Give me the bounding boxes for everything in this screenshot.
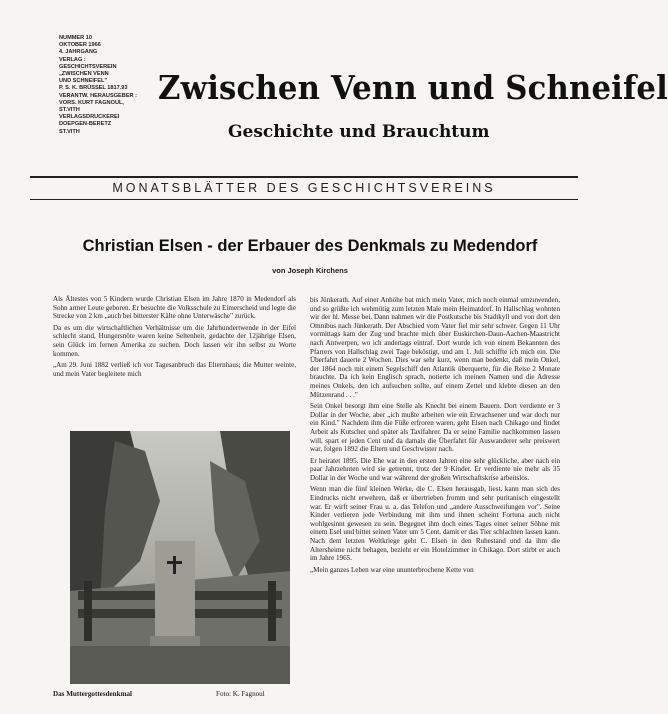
article-column-right: [310, 296, 560, 577]
masthead-meta-line: ST.VITH: [59, 107, 80, 114]
article-column-left: [53, 295, 296, 381]
divider-top: [30, 176, 578, 178]
masthead-meta-line: OKTOBER 1966: [59, 42, 101, 49]
masthead-meta-line: UND SCHNEIFEL": [59, 78, 108, 85]
divider-bottom: [30, 199, 578, 200]
masthead-meta-line: P. S. K. BRÜSSEL 1817.93: [59, 85, 128, 92]
masthead-meta-line: ST.VITH: [59, 128, 80, 135]
section-banner: MONATSBLÄTTER DES GESCHICHTSVEREINS: [112, 181, 496, 195]
masthead-meta-line: NUMMER 10: [59, 35, 92, 41]
paragraph: Als Ältestes von 5 Kindern wurde Christian Elsen im Jahre 1870 in Medendorf als Sohn armer Leute geboren. Er besuchte die Volksschule zu Eimerscheid und legte die Strecke von 2 km „auch bei bitterster Kälte ohne Unterwäsche" zurück.: [53, 295, 296, 321]
paragraph: „Mein ganzes Leben war eine ununterbrochene Kette von: [310, 565, 474, 574]
paragraph: Da es um die wirtschaftlichen Verhältnisse um die Jahrhundertwende in der Eifel schlecht stand, Hungersnöte waren keine Seltenheit, gedachte der 12jährige Elsen, sein Glück im fernen Amerika zu suchen. Doch lassen wir ihn selbst zu Worte kommen.: [53, 323, 296, 358]
paragraph: bis Jünkerath. Auf einer Anhöhe bat mich mein Vater, mich noch einmal umzuwenden, und so grüßte ich wehmütig zum letzten Male mein Heimatdorf. In Hallschlag wohnten wir der hl. Messe bei. Dann nahmen wir die Postkutsche bis Stadtkyll und von dort den Omnibus nach Jünkerath. Der Abschied vom Vater fiel mir sehr schwer. Gegen 11 Uhr vormittags kam der Zug und brachte mich über Euskirchen-Daun-Aachen-Maastricht nach Antwerpen, wo ich andertags eintraf. Dort wurde ich von einem Bekannten des Pfarrers von Hallschlag zwei Tage beköstigt, und am 1. Juli schiffte ich mich ein. Die Überfahrt dauerte 2 Wochen. Dies war sehr kurz, wenn man bedenkt, daß mein Onkel, der 1864 noch mit einem Segelschiff den Atlantik überquerte, für die Reise 2 Monate brauchte. Da ich kein Englisch sprach, notierte ich meinen Namen und die Adresse meines Onkels, den ich aufsuchen sollte, auf einem Zettel und klebte diesen an den Mützenrand . . .": [310, 296, 560, 399]
masthead-title: Zwischen Venn und Schneifel: [158, 68, 668, 107]
masthead-meta-line: VORS. KURT FAGNOUL,: [59, 99, 124, 106]
masthead-meta-line: VERANTW. HERAUSGEBER :: [59, 92, 138, 99]
article-headline: Christian Elsen - der Erbauer des Denkmals zu Medendorf: [82, 237, 538, 255]
paragraph: „Am 29. Juni 1882 verließ ich vor Tagesanbruch das Elternhaus; die Mutter weinte, und mein Vater begleitete mich: [53, 361, 296, 378]
photo-caption: Das Muttergottesdenkmal: [53, 690, 133, 698]
monument-photo: [70, 431, 290, 684]
photo-credit: Foto: K. Fagnoul: [216, 690, 265, 698]
paragraph: Wenn man die fünf kleinen Werke, die C. Elsen herausgab, liest, kann man sich des Eindrucks nicht erwehren, daß er übertrieben fromm und sehr puritanisch eingestellt war. Er wirft seiner Frau u. a. das Telefon und „andere Ausschweifungen vor". Seine Kinder verlieren jede Verbindung mit ihm und ihnen scheint Fortuna auch nicht wohlgesinnt gewesen zu sein. Begegnet ihm doch eines Tages einer seiner Söhne mit einem Esel und bittet seinen Vater um 5 Cent, damit er das Tier schlachten lassen kann. Nach dem letzten Weltkriege geht C. Elsen in den Ruhestand und da ihm die Altersheime nicht behagen, bezieht er ein Hotelzimmer in Chikago. Dort stirbt er auch im Jahre 1965.: [310, 485, 560, 563]
masthead-subtitle: Geschichte und Brauchtum: [228, 122, 490, 142]
masthead-meta-line: „ZWISCHEN VENN: [59, 71, 109, 78]
paragraph: Er heiratet 1895. Die Ehe war in den ersten Jahren eine sehr glückliche, aber nach ein paar Jahrzehnten wird sie getrennt, trotz der 9 Kinder. Er verdiente nie mehr als 35 Dollar in der Woche und war während der großen Wirtschaftskrise arbeitslos.: [310, 456, 560, 482]
paragraph: Sein Onkel besorgt ihm eine Stelle als Knecht bei einem Bauern. Dort verdiente er 3 Dollar in der Woche, aber „ich mußte arbeiten wie ein Erwachsener und war doch nur ein Kind." Nachdem ihm die Füße erfroren waren, geht Elsen nach Chikago und findet Arbeit als Kutscher und später als Taxifahrer. Da er seine Familie nachkommen lassen will, spart er jeden Cent und da damals die Überfahrt für Auswanderer sehr preiswert war, folgen 1892 die Eltern und Geschwister nach.: [310, 402, 560, 454]
masthead-meta-line: VERLAG :: [59, 56, 86, 63]
article-byline: von Joseph Kirchens: [272, 266, 348, 275]
masthead-meta-line: VERLAGSDRUCKEREI: [59, 114, 120, 121]
masthead-meta: [59, 35, 159, 136]
masthead-meta-line: 4. JAHRGANG: [59, 49, 98, 56]
masthead-meta-line: DOEPGEN-BERETZ: [59, 121, 112, 128]
masthead-meta-line: GESCHICHTSVEREIN: [59, 63, 117, 70]
